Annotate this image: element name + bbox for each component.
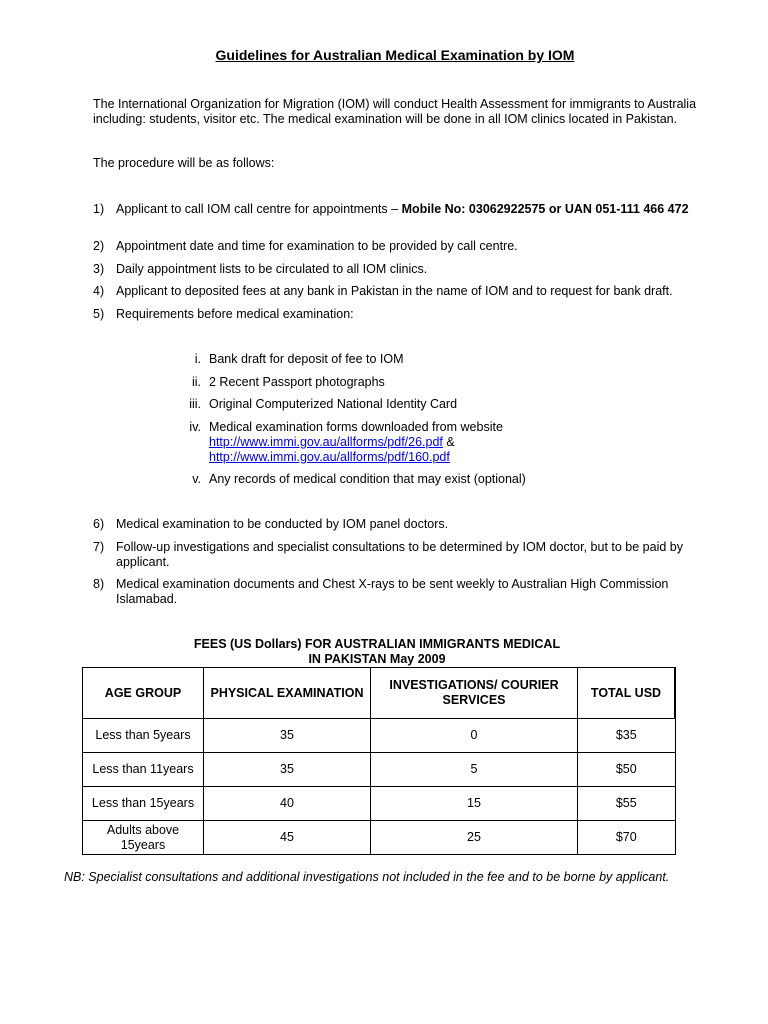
roman-numeral: iii. <box>189 397 201 411</box>
age-group-cell: Adults above 15years <box>83 821 204 855</box>
column-header: PHYSICAL EXAMINATION <box>204 668 371 719</box>
step-text: Appointment date and time for examination to be provided by call centre. <box>116 239 518 253</box>
table-row <box>83 821 676 855</box>
fees-table-title: FEES (US Dollars) FOR AUSTRALIAN IMMIGRANTS MEDICAL IN PAKISTAN May 2009 <box>193 637 561 666</box>
fees-table <box>82 667 676 855</box>
table-header-row <box>83 668 676 719</box>
total-cell: $55 <box>578 787 676 821</box>
phone-numbers: Mobile No: 03062922575 or UAN 051-111 466 472 <box>401 202 689 216</box>
column-header: INVESTIGATIONS/ COURIER SERVICES <box>371 668 578 719</box>
step-text: Medical examination documents and Chest X-rays to be sent weekly to Australian High Commission Islamabad. <box>116 577 669 606</box>
roman-numeral: iv. <box>189 420 201 434</box>
column-header: AGE GROUP <box>83 668 204 719</box>
roman-numeral: v. <box>192 472 201 486</box>
step-number: 3) <box>93 262 105 276</box>
physical-exam-cell: 45 <box>204 821 371 855</box>
intro-paragraph: The International Organization for Migration (IOM) will conduct Health Assessment for immigrants to Australia including: students, visitor etc. The medical examination will be done in all IOM clinics located in Pakistan. <box>93 97 697 126</box>
table-row <box>83 787 676 821</box>
step-number: 2) <box>93 239 105 253</box>
requirement-text: 2 Recent Passport photographs <box>209 375 385 389</box>
step-text: Applicant to call IOM call centre for appointments – Mobile No: 03062922575 or UAN 051-111 466 472 <box>116 202 689 216</box>
requirement-text: Original Computerized National Identity Card <box>209 397 458 411</box>
requirement-text: Medical examination forms downloaded from website http://www.immi.gov.au/allforms/pdf/26.pdf & http://www.immi.gov.au/allforms/pdf/160.pdf <box>209 420 503 464</box>
step-text: Daily appointment lists to be circulated to all IOM clinics. <box>116 262 428 276</box>
physical-exam-cell: 35 <box>204 719 371 753</box>
age-group-cell: Less than 15years <box>83 787 204 821</box>
form-160-link[interactable]: http://www.immi.gov.au/allforms/pdf/160.pdf <box>209 450 450 464</box>
form-26-link[interactable]: http://www.immi.gov.au/allforms/pdf/26.pdf <box>209 435 443 449</box>
investigations-cell: 0 <box>371 719 578 753</box>
age-group-cell: Less than 5years <box>83 719 204 753</box>
step-text: Applicant to deposited fees at any bank in Pakistan in the name of IOM and to request for bank draft. <box>116 284 673 298</box>
step-text: Medical examination to be conducted by IOM panel doctors. <box>116 517 449 531</box>
footnote: NB: Specialist consultations and additional investigations not included in the fee and to be borne by applicant. <box>64 870 670 884</box>
step-number: 7) <box>93 540 105 554</box>
investigations-cell: 5 <box>371 753 578 787</box>
step-number: 5) <box>93 307 105 321</box>
step-number: 8) <box>93 577 105 591</box>
age-group-cell: Less than 11years <box>83 753 204 787</box>
total-cell: $50 <box>578 753 676 787</box>
total-cell: $35 <box>578 719 676 753</box>
total-cell: $70 <box>578 821 676 855</box>
step-text: Follow-up investigations and specialist consultations to be determined by IOM doctor, but to be paid by applicant. <box>116 540 683 569</box>
step-text: Requirements before medical examination: <box>116 307 354 321</box>
table-row <box>83 719 676 753</box>
investigations-cell: 25 <box>371 821 578 855</box>
table-row <box>83 753 676 787</box>
roman-numeral: i. <box>194 352 201 366</box>
physical-exam-cell: 40 <box>204 787 371 821</box>
investigations-cell: 15 <box>371 787 578 821</box>
step-number: 6) <box>93 517 105 531</box>
roman-numeral: ii. <box>191 375 201 389</box>
physical-exam-cell: 35 <box>204 753 371 787</box>
procedure-intro: The procedure will be as follows: <box>93 156 275 170</box>
step-number: 1) <box>93 202 105 216</box>
step-number: 4) <box>93 284 105 298</box>
requirement-text: Bank draft for deposit of fee to IOM <box>209 352 404 366</box>
column-header: TOTAL USD <box>578 668 676 719</box>
document-title: Guidelines for Australian Medical Examination by IOM <box>215 47 575 63</box>
requirement-text: Any records of medical condition that may exist (optional) <box>209 472 526 486</box>
